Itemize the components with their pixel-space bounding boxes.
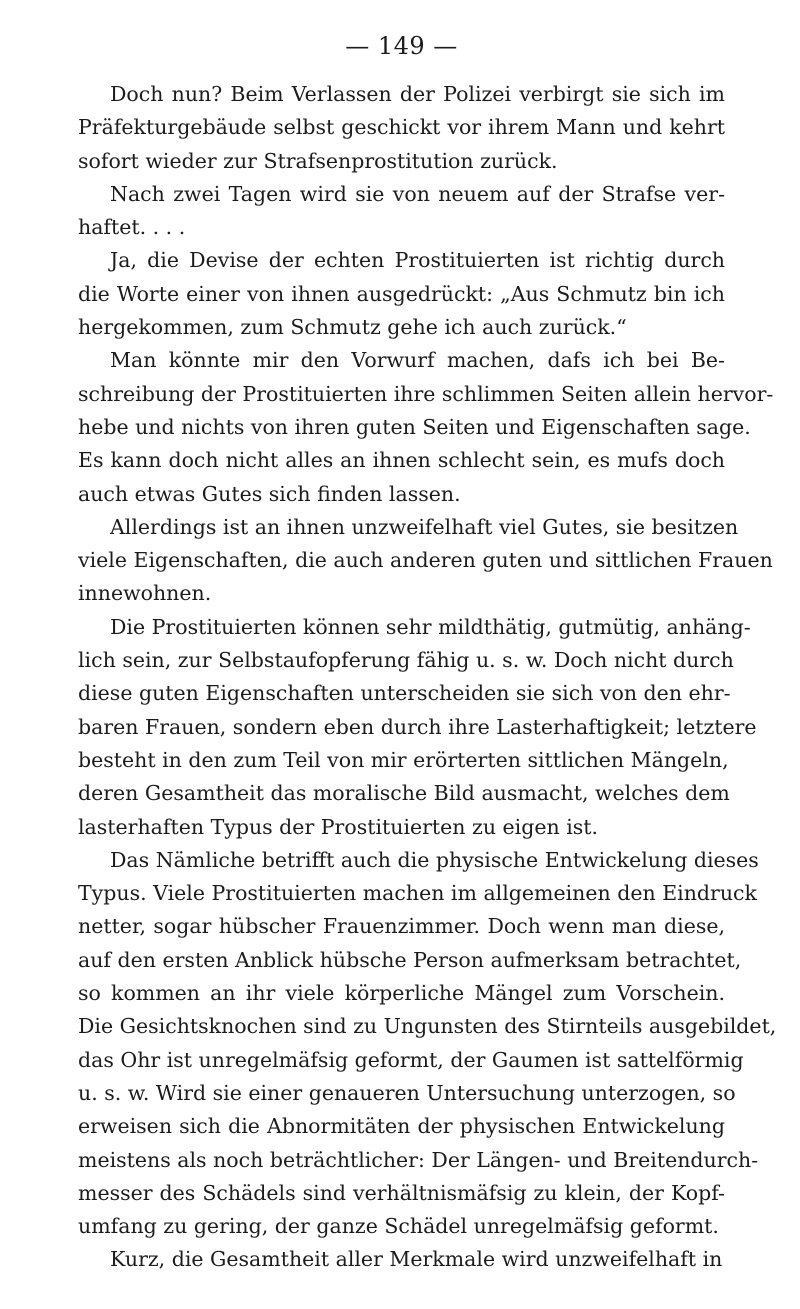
text-line: schreibung der Prostituierten ihre schlimmen Seiten allein hervor-: [78, 381, 774, 406]
text-line: lasterhaften Typus der Prostituierten zu eigen ist.: [78, 814, 599, 839]
text-line: haftet. . . .: [78, 215, 186, 240]
paragraph: [78, 244, 725, 344]
paragraph: [78, 611, 757, 844]
text-line: besteht in den zum Teil von mir erörterten sittlichen Mängeln,: [78, 747, 729, 772]
text-line: Allerdings ist an ihnen unzweifelhaft viel Gutes, sie besitzen: [110, 514, 739, 539]
text-line: Man könnte mir den Vorwurf machen, dafs ich bei Be-: [110, 348, 725, 373]
text-line: baren Frauen, sondern eben durch ihre Lasterhaftigkeit; letztere: [78, 714, 757, 739]
text-line: Die Prostituierten können sehr mildthätig, gutmütig, anhäng-: [110, 614, 751, 639]
text-line: hergekommen, zum Schmutz gehe ich auch zurück.“: [78, 315, 627, 340]
text-line: auch etwas Gutes sich finden lassen.: [78, 481, 461, 506]
paragraph: [78, 844, 777, 1244]
paragraph: [78, 78, 725, 178]
text-line: Das Nämliche betrifft auch die physische Entwickelung dieses: [110, 847, 759, 872]
text-line: Präfekturgebäude selbst geschickt vor ihrem Mann und kehrt: [78, 115, 725, 140]
text-line: messer des Schädels sind verhältnismäfsig zu klein, der Kopf-: [78, 1180, 725, 1205]
text-line: erweisen sich die Abnormitäten der physischen Entwickelung: [78, 1114, 725, 1139]
text-line: Typus. Viele Prostituierten machen im allgemeinen den Eindruck: [78, 881, 757, 906]
text-line: Die Gesichtsknochen sind zu Ungunsten des Stirnteils ausgebildet,: [78, 1014, 777, 1039]
text-line: die Worte einer von ihnen ausgedrückt: „Aus Schmutz bin ich: [78, 281, 725, 306]
body-text: [78, 78, 777, 1277]
text-line: u. s. w. Wird sie einer genaueren Untersuchung unterzogen, so: [78, 1080, 736, 1105]
text-line: Nach zwei Tagen wird sie von neuem auf der Strafse ver-: [110, 181, 725, 206]
text-line: meistens als noch beträchtlicher: Der Längen- und Breitendurch-: [78, 1147, 759, 1172]
text-line: sofort wieder zur Strafsenprostitution zurück.: [78, 148, 558, 173]
paragraph: [78, 1243, 725, 1276]
text-line: viele Eigenschaften, die auch anderen guten und sittlichen Frauen: [78, 548, 773, 573]
text-line: auf den ersten Anblick hübsche Person aufmerksam betrachtet,: [78, 947, 742, 972]
paragraph: [78, 178, 725, 245]
text-line: diese guten Eigenschaften unterscheiden sie sich von den ehr-: [78, 681, 731, 706]
text-line: deren Gesamtheit das moralische Bild ausmacht, welches dem: [78, 781, 730, 806]
text-line: hebe und nichts von ihren guten Seiten und Eigenschaften sage.: [78, 414, 751, 439]
page-number: — 149 —: [345, 32, 458, 60]
paragraph: [78, 511, 773, 611]
text-line: netter, sogar hübscher Frauenzimmer. Doch wenn man diese,: [78, 914, 725, 939]
text-line: das Ohr ist unregelmäfsig geformt, der Gaumen ist sattelförmig: [78, 1047, 744, 1072]
paragraph: [78, 344, 774, 510]
text-line: Doch nun? Beim Verlassen der Polizei verbirgt sie sich im: [110, 82, 725, 106]
text-line: so kommen an ihr viele körperliche Mängel zum Vorschein.: [78, 981, 725, 1006]
text-line: lich sein, zur Selbstaufopferung fähig u. s. w. Doch nicht durch: [78, 648, 734, 673]
text-line: Es kann doch nicht alles an ihnen schlecht sein, es mufs doch: [78, 448, 725, 473]
text-line: umfang zu gering, der ganze Schädel unregelmäfsig geformt.: [78, 1214, 719, 1239]
text-line: Ja, die Devise der echten Prostituierten ist richtig durch: [110, 248, 725, 273]
text-line: innewohnen.: [78, 581, 212, 606]
text-line: Kurz, die Gesamtheit aller Merkmale wird unzweifelhaft in: [110, 1247, 723, 1272]
